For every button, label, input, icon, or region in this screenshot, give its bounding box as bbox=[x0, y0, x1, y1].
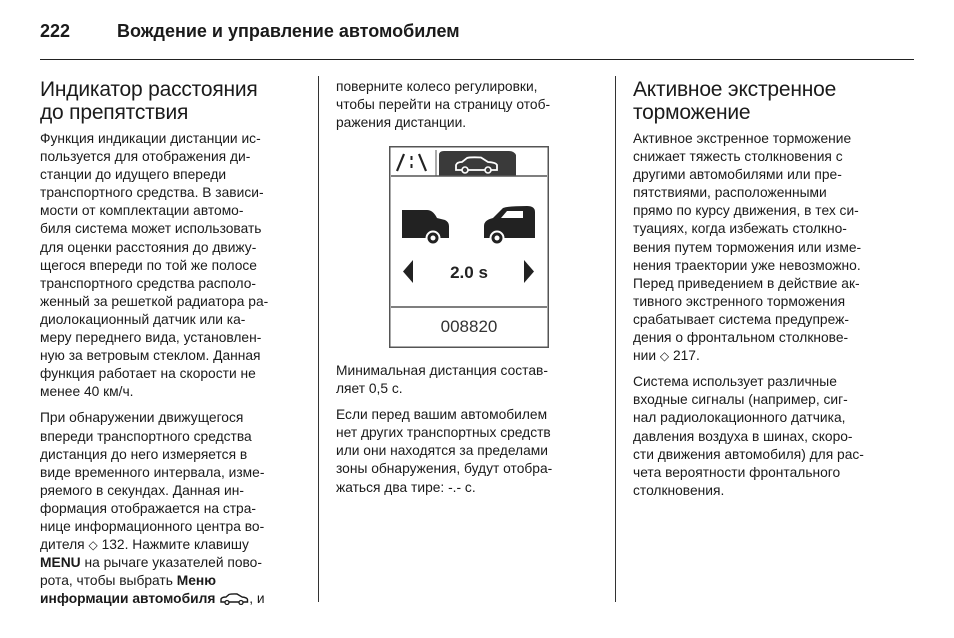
text-line: туациях, когда избежать столкно- bbox=[633, 221, 847, 237]
text-line: щегося впереди по той же полосе bbox=[40, 257, 257, 273]
text-line: менее 40 км/ч. bbox=[40, 384, 134, 400]
section-heading-emergency-braking bbox=[633, 78, 913, 124]
text-line: прямо по курсу движения, в тех си- bbox=[633, 203, 859, 219]
text-line: входные сигналы (например, сиг- bbox=[633, 392, 848, 408]
text-line: для оценки расстояния до движу- bbox=[40, 239, 257, 255]
text-line bbox=[40, 590, 310, 610]
text-line: столкновения. bbox=[633, 482, 725, 498]
text-line: снижает тяжесть столкновения с bbox=[633, 149, 843, 165]
text-line bbox=[40, 554, 310, 572]
text-line: нал радиолокационного датчика, bbox=[633, 410, 846, 426]
text-line: меру переднего вида, установлен- bbox=[40, 330, 262, 346]
text-line bbox=[40, 536, 310, 554]
text-line: женный за решеткой радиатора ра- bbox=[40, 293, 269, 309]
text-line: ряемого в секундах. Данная ин- bbox=[40, 482, 244, 498]
text-line: ляет 0,5 с. bbox=[336, 381, 403, 397]
text-line: Если перед вашим автомобилем bbox=[336, 407, 548, 423]
column-divider-2 bbox=[615, 76, 616, 602]
text-line: дистанция до него измеряется в bbox=[40, 446, 248, 462]
text-line: Функция индикации дистанции ис- bbox=[40, 131, 261, 146]
text-line bbox=[40, 572, 310, 590]
text-line: функция работает на скорости не bbox=[40, 366, 256, 382]
text-fragment: , и bbox=[249, 591, 265, 607]
tab-vehicle-info bbox=[439, 151, 516, 176]
heading-line: торможение bbox=[633, 101, 751, 124]
text-line: ражения дистанции. bbox=[336, 115, 467, 131]
section-heading-distance-indicator bbox=[40, 78, 310, 124]
page-reference-number[interactable]: 132. Нажмите клавишу bbox=[97, 537, 249, 553]
column-1 bbox=[40, 78, 310, 618]
text-line: ную за ветровым стеклом. Данная bbox=[40, 348, 261, 364]
following-gap-value: 2.0 s bbox=[450, 263, 488, 282]
page-number: 222 bbox=[40, 21, 71, 41]
text-line: жаться два тире: -.- с. bbox=[336, 479, 476, 495]
text-line: транспортного средства располо- bbox=[40, 275, 256, 291]
text-line: виде временного интервала, изме- bbox=[40, 464, 265, 480]
text-line: впереди транспортного средства bbox=[40, 428, 252, 444]
heading-line: Индикатор расстояния bbox=[40, 78, 258, 101]
text-line: нице информационного центра во- bbox=[40, 518, 265, 534]
text-line: другими автомобилями или пре- bbox=[633, 167, 842, 183]
paragraph bbox=[40, 130, 310, 401]
text-line: нет других транспортных средств bbox=[336, 425, 551, 441]
text-line: пятствиями, расположенными bbox=[633, 185, 827, 201]
text-line: транспортного средства. В зависи- bbox=[40, 185, 264, 201]
text-fragment: нии bbox=[633, 348, 660, 364]
text-line: чета вероятности фронтального bbox=[633, 464, 841, 480]
text-line: диолокационный датчик или ка- bbox=[40, 311, 246, 327]
text-line bbox=[633, 347, 913, 365]
odometer-value: 008820 bbox=[440, 317, 498, 336]
page-reference-icon[interactable]: ◇ bbox=[88, 538, 98, 553]
column-2 bbox=[336, 78, 606, 140]
heading-line: до препятствия bbox=[40, 101, 189, 124]
text-line: Минимальная дистанция состав- bbox=[336, 363, 548, 378]
text-line: чтобы перейти на страницу отоб- bbox=[336, 97, 551, 113]
paragraph bbox=[336, 406, 606, 496]
text-line: нения траектории уже невозможно. bbox=[633, 257, 861, 273]
text-line: Система использует различные bbox=[633, 374, 837, 390]
column-2-lower bbox=[336, 362, 606, 505]
text-line: поверните колесо регулировки, bbox=[336, 79, 538, 94]
text-line: зоны обнаружения, будут отобра- bbox=[336, 461, 553, 477]
text-line: Активное экстренное торможение bbox=[633, 131, 852, 146]
text-line: дения о фронтальном столкнове- bbox=[633, 330, 849, 346]
text-line: вения путем торможения или изме- bbox=[633, 239, 862, 255]
car-icon bbox=[219, 592, 249, 610]
menu-name-bold: Меню bbox=[176, 573, 217, 589]
text-fragment: на рычаге указателей пово- bbox=[80, 555, 262, 571]
distance-display-figure bbox=[389, 146, 549, 348]
running-head: Вождение и управление автомобилем bbox=[117, 21, 460, 41]
text-line: биля система может использовать bbox=[40, 221, 262, 237]
text-line: станции до идущего впереди bbox=[40, 167, 227, 183]
menu-key-label: MENU bbox=[40, 555, 81, 571]
header-rule bbox=[40, 59, 914, 60]
text-line: Перед приведением в действие ак- bbox=[633, 275, 860, 291]
text-fragment: рота, чтобы выбрать bbox=[40, 573, 177, 589]
heading-line: Активное экстренное bbox=[633, 78, 837, 101]
text-fragment: дителя bbox=[40, 537, 89, 553]
menu-name-bold: информации автомобиля bbox=[40, 591, 216, 607]
page-reference-number[interactable]: 217. bbox=[669, 348, 700, 364]
text-line: пользуется для отображения ди- bbox=[40, 149, 251, 165]
text-line: При обнаружении движущегося bbox=[40, 410, 244, 426]
paragraph bbox=[40, 409, 310, 610]
text-line: формация отображается на стра- bbox=[40, 500, 256, 516]
paragraph bbox=[633, 373, 913, 500]
text-line: сти движения автомобиля) для рас- bbox=[633, 446, 864, 462]
text-line: мости от комплектации автомо- bbox=[40, 203, 244, 219]
paragraph bbox=[336, 78, 606, 132]
column-divider-1 bbox=[318, 76, 319, 602]
text-line: давления воздуха в шинах, скоро- bbox=[633, 428, 853, 444]
paragraph bbox=[633, 130, 913, 365]
column-3 bbox=[633, 78, 913, 508]
page-reference-icon[interactable]: ◇ bbox=[659, 349, 670, 364]
text-line: или они находятся за пределами bbox=[336, 443, 548, 459]
text-line: тивного экстренного торможения bbox=[633, 293, 846, 309]
paragraph bbox=[336, 362, 606, 398]
text-line: срабатывает система предупреж- bbox=[633, 311, 849, 327]
